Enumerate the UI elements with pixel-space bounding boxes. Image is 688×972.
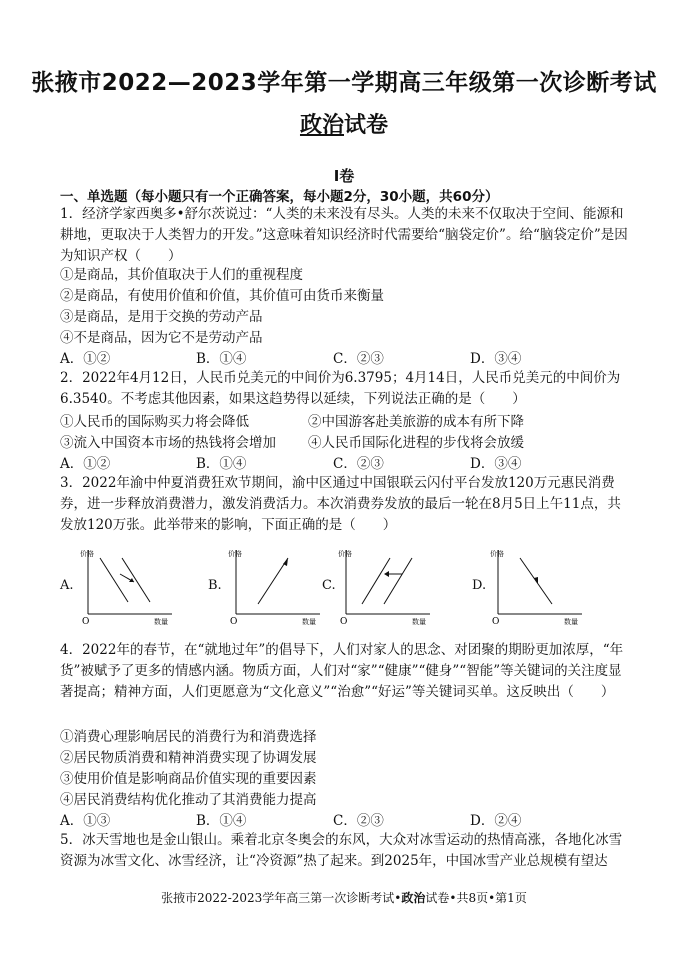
graph-d-x-label: 数量 <box>564 618 578 626</box>
question-5-stem: 5．冰天雪地也是金山银山。乘着北京冬奥会的东风，大众对冰雪运动的热情高涨，各地化冰雪资源为冰雪文化、冰雪经济，让“冷资源”热了起来。到2025年，中国冰雪产业总规模有望达 <box>60 832 623 869</box>
subject-suffix: 试卷 <box>344 113 389 138</box>
q2-item-2: ②中国游客赴美旅游的成本有所下降 <box>308 414 524 430</box>
question-1-stem: 1．经济学家西奥多•舒尔茨说过：“人类的未来没有尽头。人类的未来不仅取决于空间、能源和耕地，更取决于人类智力的开发。”这意味着知识经济时代需要给“脑袋定价”。给“脑袋定价”是因为知识产权（ ） <box>60 206 628 264</box>
q4-item-1: ①消费心理影响居民的消费行为和消费选择 <box>60 729 317 745</box>
footer-subject: 政治 <box>401 891 426 905</box>
graph-b-y-label: 价格 <box>228 550 242 558</box>
subject-name: 政治 <box>299 113 344 138</box>
q2-option-a: A．①② <box>60 456 111 472</box>
q1-item-1: ①是商品，其价值取决于人们的重视程度 <box>60 267 303 283</box>
q2-item-1: ①人民币的国际购买力将会降低 <box>60 414 249 430</box>
graph-c-arrowhead <box>384 571 389 577</box>
graph-b <box>228 544 328 630</box>
question-3-stem: 3．2022年渝中仲夏消费狂欢节期间，渝中区通过中国银联云闪付平台发放120万元惠民消费券，进一步释放消费潜力，激发消费活力。本次消费券发放的最后一轮在8月5日上午11点，共发放120万张。此举带来的影响，下面正确的是（ ） <box>60 475 621 533</box>
q1-item-3: ③是商品，是用于交换的劳动产品 <box>60 309 263 325</box>
q2-option-d: D．③④ <box>470 456 522 472</box>
q4-option-c: C．②③ <box>333 813 384 829</box>
question-4-stem: 4．2022年的春节，在“就地过年”的倡导下，人们对家人的思念、对团聚的期盼更加浓厚，“年货”被赋予了更多的情感内涵。物质方面，人们对“家”“健康”“健身”“智能”等关键词的关注度显著提高；精神方面，人们更愿意为“文化意义”“治愈”“好运”等关键词买单。这反映出（ ） <box>60 642 624 700</box>
q1-option-a: A．①② <box>60 351 111 367</box>
graph-c <box>338 544 438 630</box>
section-heading: 一、单选题（每小题只有一个正确答案，每小题2分，30小题，共60分） <box>60 189 499 205</box>
volume-heading: I卷 <box>333 167 355 185</box>
graph-a-curve-2 <box>122 558 150 602</box>
q4-option-b: B．①④ <box>196 813 247 829</box>
q1-option-b: B．①④ <box>196 351 247 367</box>
q1-option-d: D．③④ <box>470 351 522 367</box>
graph-c-y-label: 价格 <box>338 550 352 558</box>
q1-item-4: ④不是商品，因为它不是劳动产品 <box>60 330 263 346</box>
graph-c-curve-2 <box>384 558 412 604</box>
q4-item-4: ④居民消费结构优化推动了其消费能力提高 <box>60 792 317 808</box>
graph-d-arrowhead <box>534 577 538 584</box>
graph-a-y-label: 价格 <box>80 550 94 558</box>
graph-c-x-label: 数量 <box>412 618 426 626</box>
graph-b-x-label: 数量 <box>302 618 316 626</box>
q2-option-c: C．②③ <box>333 456 384 472</box>
question-2-stem: 2．2022年4月12日，人民币兑美元的中间价为6.3795；4月14日，人民币兑美元的中间价为6.3540。不考虑其他因素，如果这趋势得以延续，下列说法正确的是（ ） <box>60 370 621 407</box>
graph-c-origin: O <box>340 617 348 627</box>
q1-item-2: ②是商品，有使用价值和价值，其价值可由货币来衡量 <box>60 288 384 304</box>
graph-a <box>80 544 180 630</box>
graph-b-label: B. <box>208 578 222 593</box>
page-footer <box>0 889 688 906</box>
graph-c-label: C. <box>322 578 336 593</box>
graph-a-x-label: 数量 <box>154 618 168 626</box>
q2-item-3: ③流入中国资本市场的热钱将会增加 <box>60 435 276 451</box>
footer-prefix: 张掖市2022-2023学年高三第一次诊断考试• <box>161 891 402 905</box>
graph-d-y-label: 价格 <box>490 550 504 558</box>
q1-option-c: C．②③ <box>333 351 384 367</box>
exam-title: 张掖市2022—2023学年第一学期高三年级第一次诊断考试 <box>31 70 657 96</box>
graph-a-curve-1 <box>100 558 128 602</box>
q4-item-3: ③使用价值是影响商品价值实现的重要因素 <box>60 771 317 787</box>
graph-d <box>490 544 590 630</box>
exam-subject-title <box>0 108 688 139</box>
q4-option-d: D．②④ <box>470 813 522 829</box>
q4-option-a: A．①③ <box>60 813 111 829</box>
graph-a-label: A. <box>60 578 74 593</box>
graph-b-curve <box>258 558 288 604</box>
q2-option-b: B．①④ <box>196 456 247 472</box>
graph-b-origin: O <box>230 617 238 627</box>
q2-item-4: ④人民币国际化进程的步伐将会放缓 <box>308 435 524 451</box>
graph-c-curve-1 <box>362 558 390 604</box>
graph-d-label: D. <box>472 578 487 593</box>
graph-a-origin: O <box>82 617 90 627</box>
q4-item-2: ②居民物质消费和精神消费实现了协调发展 <box>60 750 317 766</box>
graph-d-origin: O <box>492 617 500 627</box>
footer-suffix: 试卷•共8页•第1页 <box>425 891 527 905</box>
